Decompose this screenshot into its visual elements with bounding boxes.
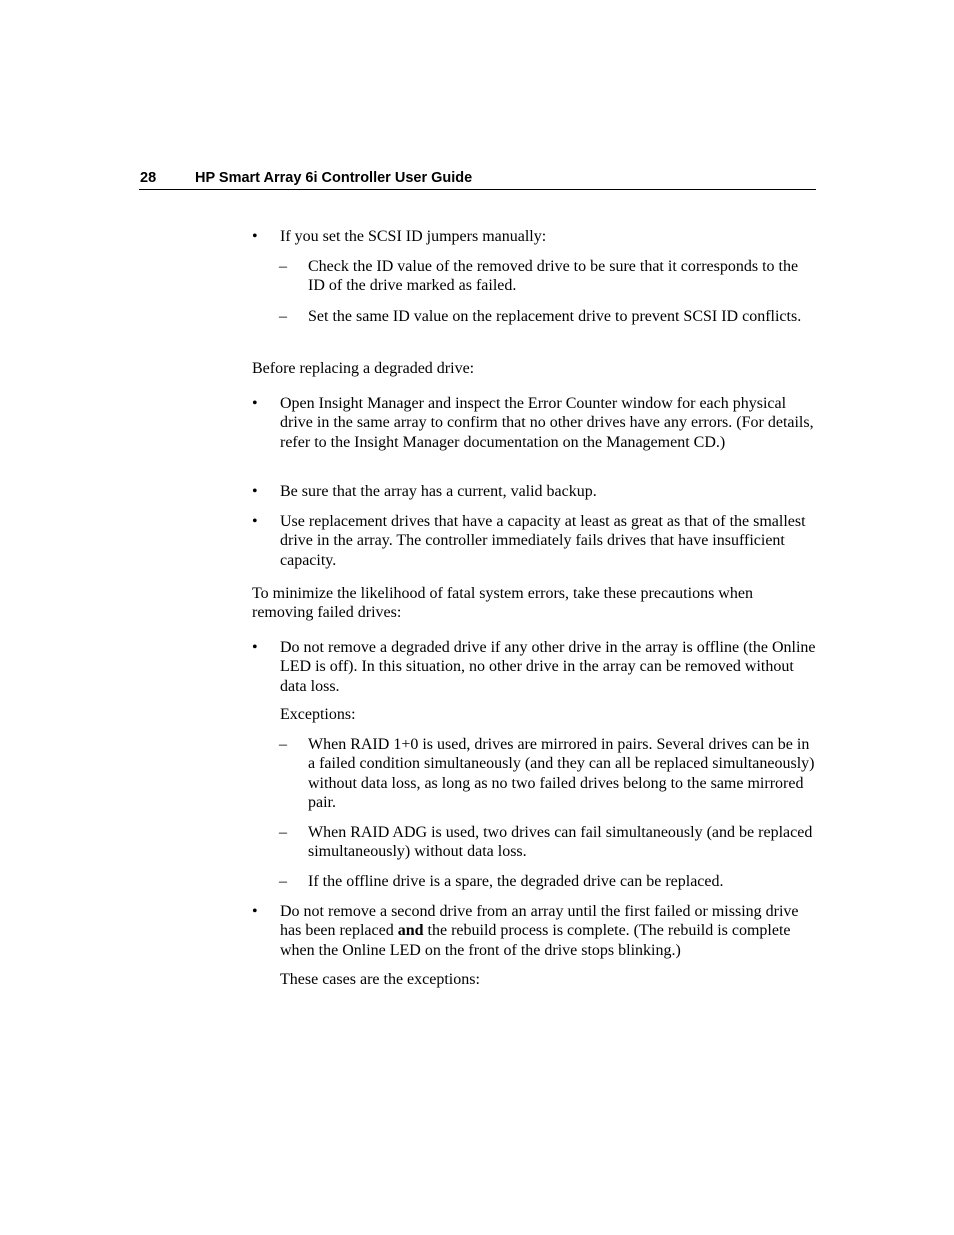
- dash-marker: –: [279, 736, 287, 753]
- page-header: [139, 168, 816, 190]
- dash-item-check-id: [279, 257, 816, 296]
- paragraph-before-replacing: Before replacing a degraded drive:: [252, 360, 475, 377]
- exceptions-label: Exceptions:: [280, 706, 356, 723]
- bullet-text: Use replacement drives that have a capacity at least as great as that of the smallest drive in the array. The controller immediately fails drives that have insufficient capacity.: [280, 513, 806, 569]
- dash-item-set-id: [279, 307, 816, 326]
- bullet-marker: •: [252, 513, 258, 530]
- dash-item-raid-10: [279, 735, 816, 813]
- bullet-marker: •: [252, 228, 258, 245]
- dash-text: Set the same ID value on the replacement drive to prevent SCSI ID conflicts.: [308, 308, 802, 325]
- bullet-text: Do not remove a degraded drive if any other drive in the array is offline (the Online LED is off). In this situation, no other drive in the array can be removed without data loss.: [280, 639, 816, 695]
- bullet-item-insight-manager: [252, 394, 816, 452]
- bullet-text-part-1: Do not remove a second drive from an array until the first failed or missing drive has been replaced: [280, 903, 799, 940]
- dash-marker: –: [279, 258, 287, 275]
- bullet-marker: •: [252, 903, 258, 920]
- cases-label: These cases are the exceptions:: [280, 971, 480, 988]
- bullet-item-degraded-drive: [252, 638, 816, 696]
- bullet-text: Be sure that the array has a current, valid backup.: [280, 483, 597, 500]
- bullet-marker: •: [252, 395, 258, 412]
- bullet-item-backup: [252, 482, 816, 501]
- page-number: 28: [140, 170, 157, 186]
- dash-text: Check the ID value of the removed drive to be sure that it corresponds to the ID of the drive marked as failed.: [308, 258, 799, 295]
- bullet-item-capacity: [252, 512, 816, 570]
- dash-item-raid-adg: [279, 823, 816, 862]
- bullet-marker: •: [252, 483, 258, 500]
- emphasis-and: and: [397, 922, 424, 940]
- bullet-text-part-2: the rebuild process is complete. (The rebuild is complete when the Online LED on the front of the drive stops blinking.): [280, 922, 791, 959]
- document-title: HP Smart Array 6i Controller User Guide: [195, 170, 473, 186]
- bullet-text: Open Insight Manager and inspect the Error Counter window for each physical drive in the same array to confirm that no other drives have any errors. (For details, refer to the Insight Manager documentation on the Management CD.): [280, 395, 814, 451]
- dash-marker: –: [279, 873, 287, 890]
- bullet-text: [280, 903, 799, 959]
- dash-marker: –: [279, 308, 287, 325]
- dash-text: When RAID ADG is used, two drives can fail simultaneously (and be replaced simultaneously) without data loss.: [308, 824, 813, 861]
- bullet-item-second-drive: [252, 902, 816, 960]
- bullet-item-scsi: [252, 227, 816, 246]
- dash-text: When RAID 1+0 is used, drives are mirrored in pairs. Several drives can be in a failed condition simultaneously (and they can all be replaced simultaneously) without data loss, as long as no two failed drives belong to the same mirrored pair.: [308, 736, 815, 812]
- dash-marker: –: [279, 824, 287, 841]
- bullet-text: If you set the SCSI ID jumpers manually:: [280, 228, 547, 245]
- dash-text: If the offline drive is a spare, the degraded drive can be replaced.: [308, 873, 724, 890]
- bullet-marker: •: [252, 639, 258, 656]
- dash-item-spare: [279, 872, 816, 891]
- paragraph-minimize-errors: To minimize the likelihood of fatal system errors, take these precautions when removing failed drives:: [252, 585, 753, 622]
